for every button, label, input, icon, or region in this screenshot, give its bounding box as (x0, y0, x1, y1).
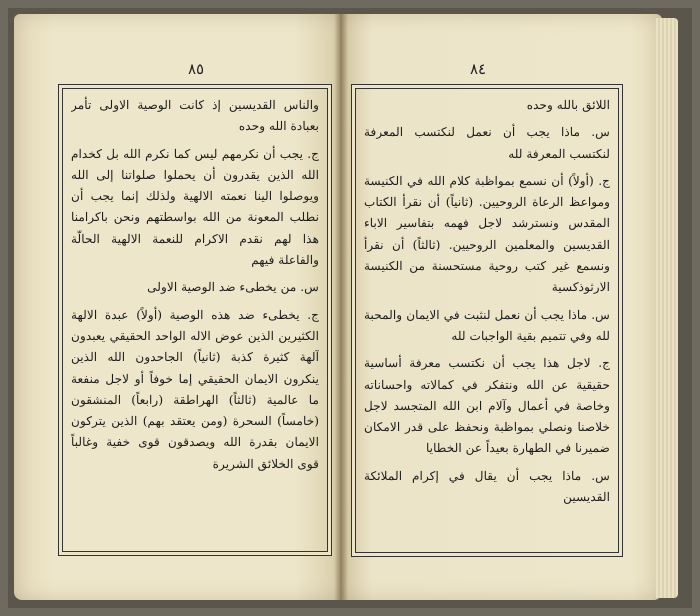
open-book (8, 8, 692, 608)
paragraph: س. ماذا يجب أن نعمل لنثبت في الايمان والمحبة لله وفي تتميم بقية الواجبات لله (364, 307, 610, 343)
left-text-frame (62, 88, 328, 552)
paragraph: ج. يجب أن نكرمهم ليس كما نكرم الله بل كخدام الله الذين يقدرون أن يحملوا صلواتنا إلى الله ويوصلوا الينا نعمته الالهية ولذلك إنما يجب أن نطلب المعونة من الله بواسطتهم ونحن باكرامنا هذا لهم نقدم الاكرام للنعمة الالهية الحالّة والفاعلة فيهم (71, 146, 319, 268)
left-page-number: ٨٥ (188, 60, 205, 78)
book-gutter (334, 14, 348, 600)
paragraph: ج. (أولاً) أن نسمع بمواظبة كلام الله في الكنيسة ومواعظ الرعاة الروحيين. (ثانياً) أن نقرأ الكتاب المقدس ونسترشد لاجل فهمه بتفاسير الاباء القديسين والمعلمين الروحيين. (ثالثاً) أن نقرأ ونسمع غير كتب روحية مستحسنة من الكنيسة الارثوذكسية (364, 173, 610, 295)
right-page-number: ٨٤ (470, 60, 487, 78)
paragraph: اللائق بالله وحده (526, 98, 610, 112)
paragraph: س. من يخطىء ضد الوصية الاولى (147, 280, 319, 295)
paragraph: س. ماذا يجب أن نعمل لنكتسب المعرفة لنكتسب المعرفة لله (364, 125, 610, 161)
left-page-text (71, 95, 319, 545)
right-page-text (364, 95, 610, 546)
paragraph: والناس القديسين إذ كانت الوصية الاولى تأمر بعبادة الله وحده (71, 98, 319, 134)
right-text-frame (355, 88, 619, 553)
paragraph: س. ماذا يجب أن يقال في إكرام الملائكة القديسين (364, 468, 610, 505)
paragraph: ج. لاجل هذا يجب أن نكتسب معرفة أساسية حقيقية عن الله ونتفكر في كمالاته واحساناته وخاصة في أعمال وآلام ابن الله المتجسد لاجل خلاصنا ونصلي بمواظبة ونحفظ على قدر الامكان ضميرنا في الطهارة بعيداً عن الخطايا (364, 356, 610, 456)
page-edges (656, 18, 678, 598)
paragraph: ج. يخطىء ضد هذه الوصية (أولاً) عبدة الالهة الكثيرين الذين عوض الاله الواحد الحقيقي يعبدون آلهة كثيرة كذبة (ثانياً) الجاحدون الله الذين ينكرون الايمان الحقيقي إما خوفاً أو لاجل منفعة ما عالمية (ثالثاً) الهراطقة (رابعاً) المنشقون (خامساً) السحرة (ومن يعتقد بهم) الذين يتركون الايمان بقدرة الله ويصدقون قوى خفية وغالباً قوى الخلائق الشريرة (71, 307, 319, 471)
